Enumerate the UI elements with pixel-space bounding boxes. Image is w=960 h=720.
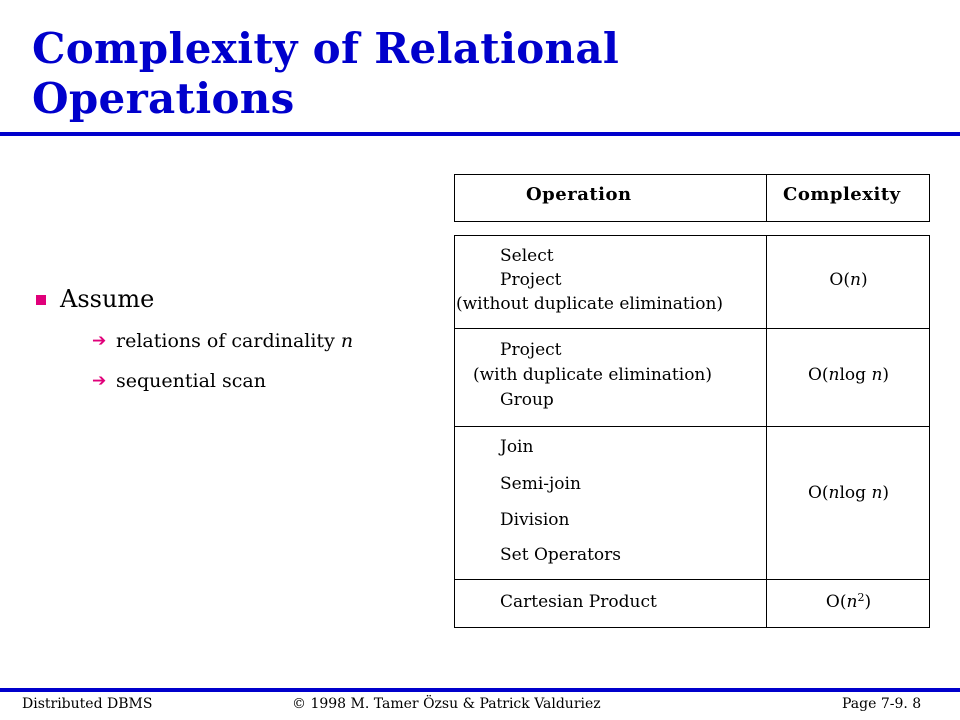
sub-bullet-scan <box>92 368 266 394</box>
operation-join: Join <box>500 437 534 457</box>
complexity-nlogn: O(nlog n) <box>807 483 890 503</box>
top-rule <box>0 132 960 136</box>
sub-bullet-scan-text: sequential scan <box>116 370 266 392</box>
complexity-quadratic: $O(n^2)$ <box>825 591 872 612</box>
complexity-nlogn: O(nlog n) <box>807 365 890 385</box>
operation-select: Select <box>500 246 554 266</box>
footer-copyright: © 1998 M. Tamer Özsu & Patrick Valduriez <box>292 696 601 712</box>
operation-semi-join: Semi-join <box>500 474 581 494</box>
slide-title <box>32 24 932 124</box>
arrow-right-icon: ➔ <box>92 331 107 351</box>
row-separator <box>454 579 930 580</box>
operation-note-without-dup: (without duplicate elimination) <box>456 294 724 314</box>
header-operation: Operation <box>526 184 632 205</box>
operation-note-with-dup: (with duplicate elimination) <box>473 365 713 385</box>
operation-cartesian-product: Cartesian Product <box>500 592 657 612</box>
operation-project: Project <box>500 340 562 360</box>
table-body-divider <box>766 235 767 628</box>
footer-course: Distributed DBMS <box>22 696 153 712</box>
bullet-assume <box>36 283 154 315</box>
table-header-divider <box>766 174 767 222</box>
operation-project: Project <box>500 270 562 290</box>
square-bullet-icon <box>36 295 46 305</box>
slide-title-line-2: Operations <box>32 74 295 123</box>
arrow-right-icon: ➔ <box>92 371 107 391</box>
complexity-linear: O(n) <box>829 270 868 290</box>
operation-division: Division <box>500 510 570 530</box>
bullet-assume-text: Assume <box>60 285 155 313</box>
row-separator <box>454 426 930 427</box>
bottom-rule <box>0 688 960 692</box>
operation-group: Group <box>500 390 554 410</box>
sub-bullet-cardinality <box>92 328 353 354</box>
row-separator <box>454 328 930 329</box>
sub-bullet-cardinality-text: relations of cardinality n <box>116 330 354 352</box>
header-complexity: Complexity <box>783 184 901 205</box>
footer-page-number: Page 7-9. 8 <box>842 696 922 712</box>
complexity-table <box>454 174 930 628</box>
operation-set-operators: Set Operators <box>500 545 622 565</box>
slide-title-line-1: Complexity of Relational <box>32 24 620 73</box>
